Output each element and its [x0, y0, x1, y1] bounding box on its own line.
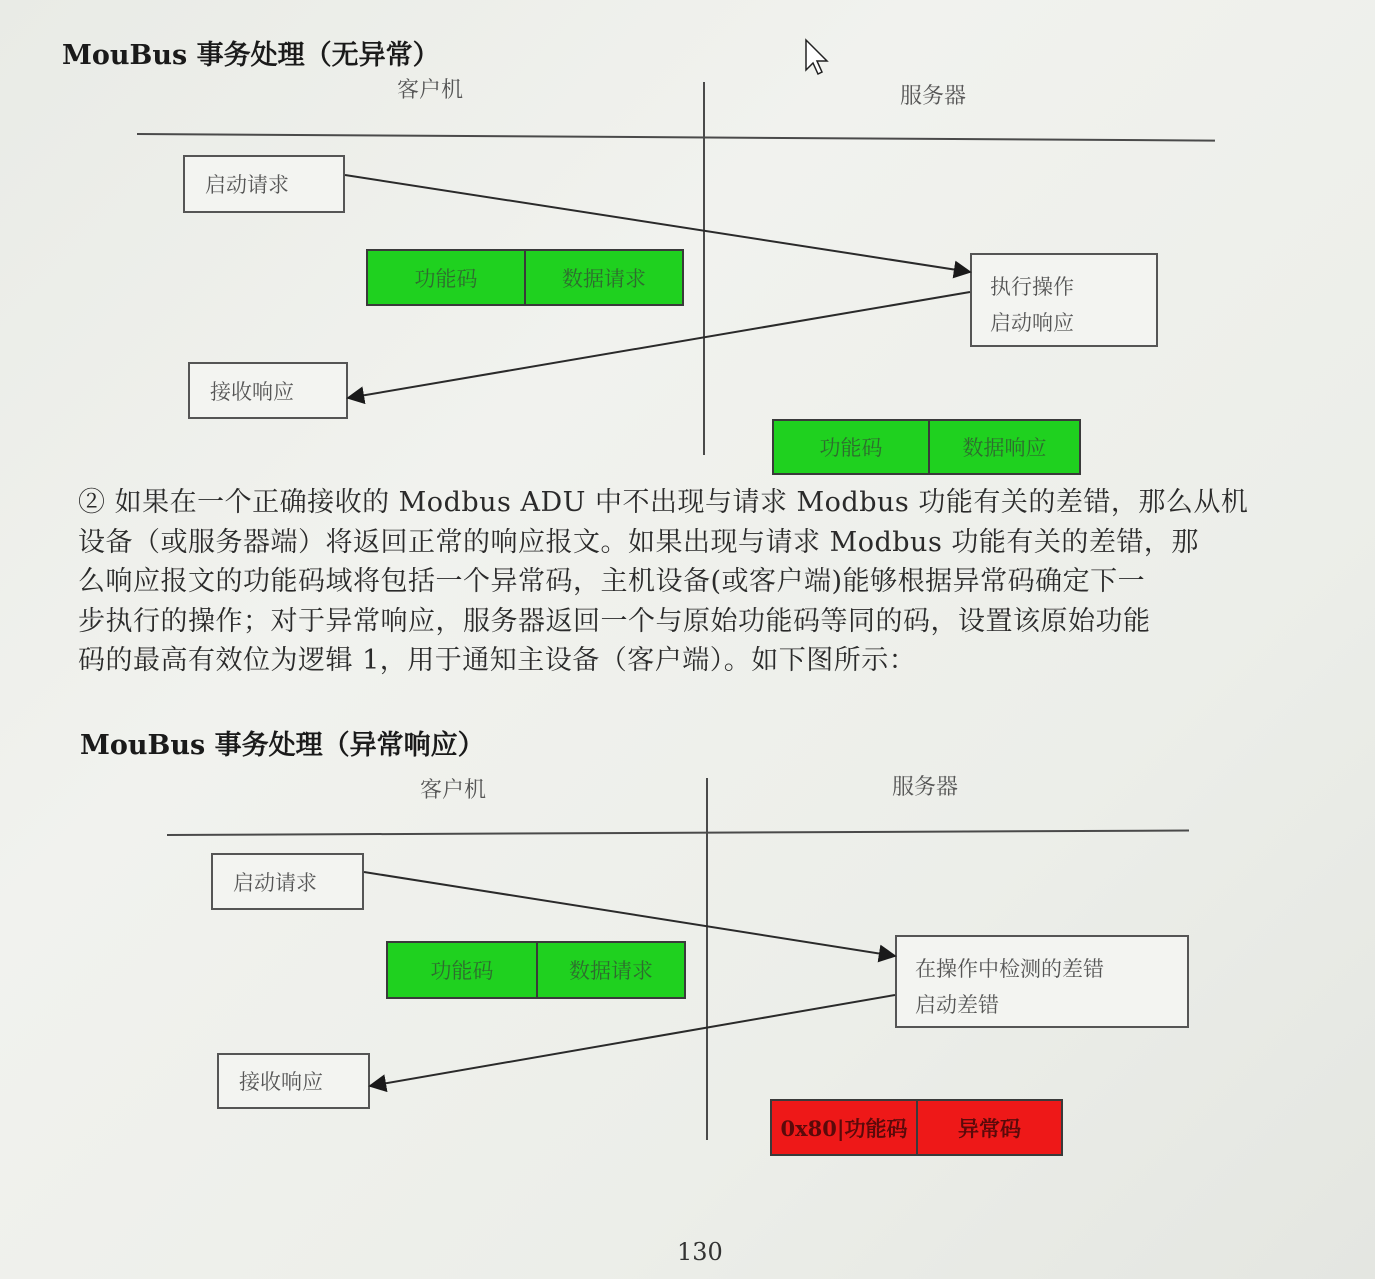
- diagram2-client-label: 客户机: [420, 778, 487, 803]
- diagram1-request-data-label: 数据请求: [562, 266, 646, 291]
- diagram1-title: MouBus 事务处理（无异常）: [62, 40, 440, 71]
- diagram2-receive-label: 接收响应: [239, 1070, 323, 1094]
- diagram2-request-arrow: [364, 872, 895, 956]
- paragraph-line-5: 码的最高有效位为逻辑 1，用于通知主设备（客户端）。如下图所示：: [78, 645, 917, 676]
- diagram1-server-label: 服务器: [900, 84, 967, 109]
- paragraph-line-2: 设备（或服务器端）将返回正常的响应报文。如果出现与请求 Modbus 功能有关的差错，那: [78, 526, 1199, 558]
- mouse-pointer-icon: [806, 40, 827, 74]
- diagram1-client-label: 客户机: [397, 78, 464, 103]
- diagram2-response-arrow: [370, 995, 895, 1086]
- diagram2-server-label: 服务器: [892, 775, 959, 800]
- diagram2-server-line-1: 在操作中检测的差错: [915, 957, 1104, 981]
- diagram2-exception-function-code-label: 0x80|功能码: [780, 1115, 908, 1141]
- paragraph-line-1: ② 如果在一个正确接收的 Modbus ADU 中不出现与请求 Modbus 功能有关的差错，那么从机: [78, 487, 1249, 518]
- diagram2-title: MouBus 事务处理（异常响应）: [80, 730, 485, 761]
- paragraph-line-4: 步执行的操作；对于异常响应，服务器返回一个与原始功能码等同的码，设置该原始功能: [78, 605, 1151, 637]
- diagram1-receive-label: 接收响应: [210, 379, 294, 404]
- diagram2-request-function-code-label: 功能码: [430, 959, 494, 983]
- diagram2-request-label: 启动请求: [233, 870, 317, 895]
- diagram1-request-label: 启动请求: [205, 173, 289, 197]
- page-number: 130: [677, 1238, 723, 1266]
- diagram1-request-function-code-label: 功能码: [414, 266, 478, 291]
- diagram1-response-function-code-label: 功能码: [819, 436, 883, 460]
- paragraph-line-3: 么响应报文的功能码域将包括一个异常码，主机设备(或客户端)能够根据异常码确定下一: [78, 566, 1146, 597]
- diagram2-server-line-2: 启动差错: [915, 993, 999, 1017]
- diagram1-server-line-1: 执行操作: [990, 275, 1074, 299]
- diagram2-request-data-label: 数据请求: [569, 959, 653, 983]
- diagram2-exception-code-label: 异常码: [958, 1115, 1021, 1141]
- diagram1-server-line-2: 启动响应: [990, 311, 1074, 335]
- diagram1-response-data-label: 数据响应: [962, 436, 1047, 460]
- diagram1-response-arrow: [348, 292, 970, 398]
- diagram1-request-arrow: [345, 175, 970, 272]
